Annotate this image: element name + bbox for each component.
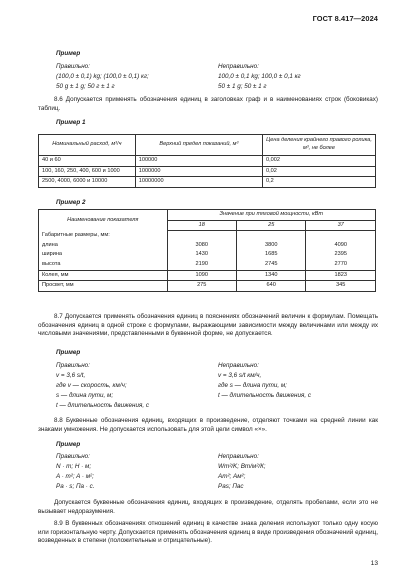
paragraph-8-7: 8.7 Допускается применять обозначения единиц в пояснениях обозначений величин к формулам. Помещать обозначения единиц в одной строке с формулами, выражающими зависимости между величинами или между их числовыми значениями, представленными в буквенной форме, не допускается. xyxy=(38,313,378,337)
table-cell: 1340 xyxy=(236,270,305,281)
incorrect-heading: Неправильно: xyxy=(218,362,259,369)
incorrect-line: t — длительность движения, с xyxy=(218,392,311,399)
incorrect-line: Pas; Пас xyxy=(218,483,244,490)
incorrect-line: где s — длина пути, м; xyxy=(218,382,287,389)
column-header-group: Значение при тяговой мощности, кВт xyxy=(167,210,376,221)
table-header-row xyxy=(39,135,376,156)
correct-line: s — длина пути, м; xyxy=(56,392,114,399)
table-row xyxy=(39,260,376,270)
table-cell: 2770 xyxy=(306,260,376,270)
standard-header: ГОСТ 8.417—2024 xyxy=(312,14,378,23)
incorrect-line: Am²; Ам²; xyxy=(218,473,246,480)
table-cell: 100, 160, 250, 400, 600 и 1000 xyxy=(39,166,136,177)
table-cell: Просвет, мм xyxy=(39,281,168,292)
paragraph-8-9: 8.9 В буквенных обозначениях отношений единиц в качестве знака деления используют только одну косую или горизонтальную черту. Допускается применять обозначения единиц в виде произведения обозначений единиц, возведенных в степени (положительные и отрицательные). xyxy=(38,520,378,544)
table-row xyxy=(39,281,376,292)
correct-heading: Правильно: xyxy=(56,362,90,369)
table-cell: 3800 xyxy=(236,241,305,251)
paragraph-8-8-note: Допускается буквенные обозначения единиц, входящих в произведение, отделять пробелами, если это не вызывает недоразумения. xyxy=(38,499,378,515)
table-cell: ширина xyxy=(39,250,168,260)
example-title: Пример xyxy=(56,441,81,448)
table-cell: 10000000 xyxy=(135,177,262,188)
incorrect-line: 50 ± 1 g; 50 ± 1 г xyxy=(218,83,267,90)
correct-line: A · m²; A · м²; xyxy=(56,473,94,480)
table-cell: Колея, мм xyxy=(39,270,168,281)
table-cell: 345 xyxy=(306,281,376,292)
correct-heading: Правильно: xyxy=(56,453,90,460)
table-cell: 100000 xyxy=(135,156,262,167)
table-cell: 640 xyxy=(236,281,305,292)
table-row xyxy=(39,156,376,167)
table-cell: 0,002 xyxy=(262,156,375,167)
incorrect-heading: Неправильно: xyxy=(218,453,259,460)
example-2-title: Пример 2 xyxy=(56,199,86,206)
table-row xyxy=(39,177,376,188)
correct-heading: Правильно: xyxy=(56,63,90,70)
column-header: 25 xyxy=(236,220,305,231)
table-cell: 2500, 4000, 6000 и 10000 xyxy=(39,177,136,188)
table-row xyxy=(39,270,376,281)
table-flow-meters xyxy=(38,134,376,188)
table-tractor-specs xyxy=(38,209,376,292)
correct-line: N · m; Н · м; xyxy=(56,463,92,470)
table-cell: 40 и 60 xyxy=(39,156,136,167)
table-cell: 0,02 xyxy=(262,166,375,177)
table-cell: 2395 xyxy=(306,250,376,260)
column-header: Цена деления крайнего правого ролика, м³, не более xyxy=(262,135,375,156)
table-cell: 275 xyxy=(167,281,236,292)
incorrect-line: 100,0 ± 0,1 kg; 100,0 ± 0,1 кг xyxy=(218,73,301,80)
paragraph-8-8: 8.8 Буквенные обозначения единиц, входящих в произведение, отделяют точками на средней линии как знаками умножения. Не допускается использовать для этой цели символ «×». xyxy=(38,417,378,433)
correct-line: v = 3,6 s/t, xyxy=(56,372,86,379)
table-cell: 2745 xyxy=(236,260,305,270)
table-row xyxy=(39,241,376,251)
column-header: Верхний предел показаний, м³ xyxy=(135,135,262,156)
example-title: Пример xyxy=(56,50,81,57)
correct-line: где v — скорость, км/ч; xyxy=(56,382,127,389)
page-number: 13 xyxy=(370,560,378,568)
correct-line: t — длительность движения, с xyxy=(56,402,149,409)
table-cell: Габаритные размеры, мм: xyxy=(39,231,168,241)
incorrect-line: v = 3,6 s/t км/ч, xyxy=(218,372,262,379)
incorrect-heading: Неправильно: xyxy=(218,63,259,70)
table-header-row xyxy=(39,210,376,221)
paragraph-8-6: 8.6 Допускается применять обозначения единиц в заголовках граф и в наименованиях строк (боковиках) таблиц. xyxy=(38,96,378,112)
table-cell: 1000000 xyxy=(135,166,262,177)
table-cell: 1430 xyxy=(167,250,236,260)
table-row xyxy=(39,166,376,177)
table-cell: длина xyxy=(39,241,168,251)
correct-line: (100,0 ± 0,1) kg; (100,0 ± 0,1) кг; xyxy=(56,73,149,80)
table-cell: 1090 xyxy=(167,270,236,281)
column-header: Номинальный расход, м³/ч xyxy=(39,135,136,156)
column-header: 18 xyxy=(167,220,236,231)
table-cell: 2190 xyxy=(167,260,236,270)
column-header: 37 xyxy=(306,220,376,231)
table-cell: 4090 xyxy=(306,241,376,251)
table-cell: 1823 xyxy=(306,270,376,281)
column-header: Наименование показателя xyxy=(39,210,168,231)
example-title: Пример xyxy=(56,349,81,356)
table-cell: 3080 xyxy=(167,241,236,251)
table-cell: 0,2 xyxy=(262,177,375,188)
correct-line: 50 g ± 1 g; 50 г ± 1 г xyxy=(56,83,115,90)
table-row xyxy=(39,231,376,241)
incorrect-line: Wm²/K; Вт/м²/К; xyxy=(218,463,266,470)
correct-line: Pa · s; Па · с. xyxy=(56,483,95,490)
table-cell: высота xyxy=(39,260,168,270)
example-1-title: Пример 1 xyxy=(56,119,86,126)
table-cell: 1685 xyxy=(236,250,305,260)
table-row xyxy=(39,250,376,260)
